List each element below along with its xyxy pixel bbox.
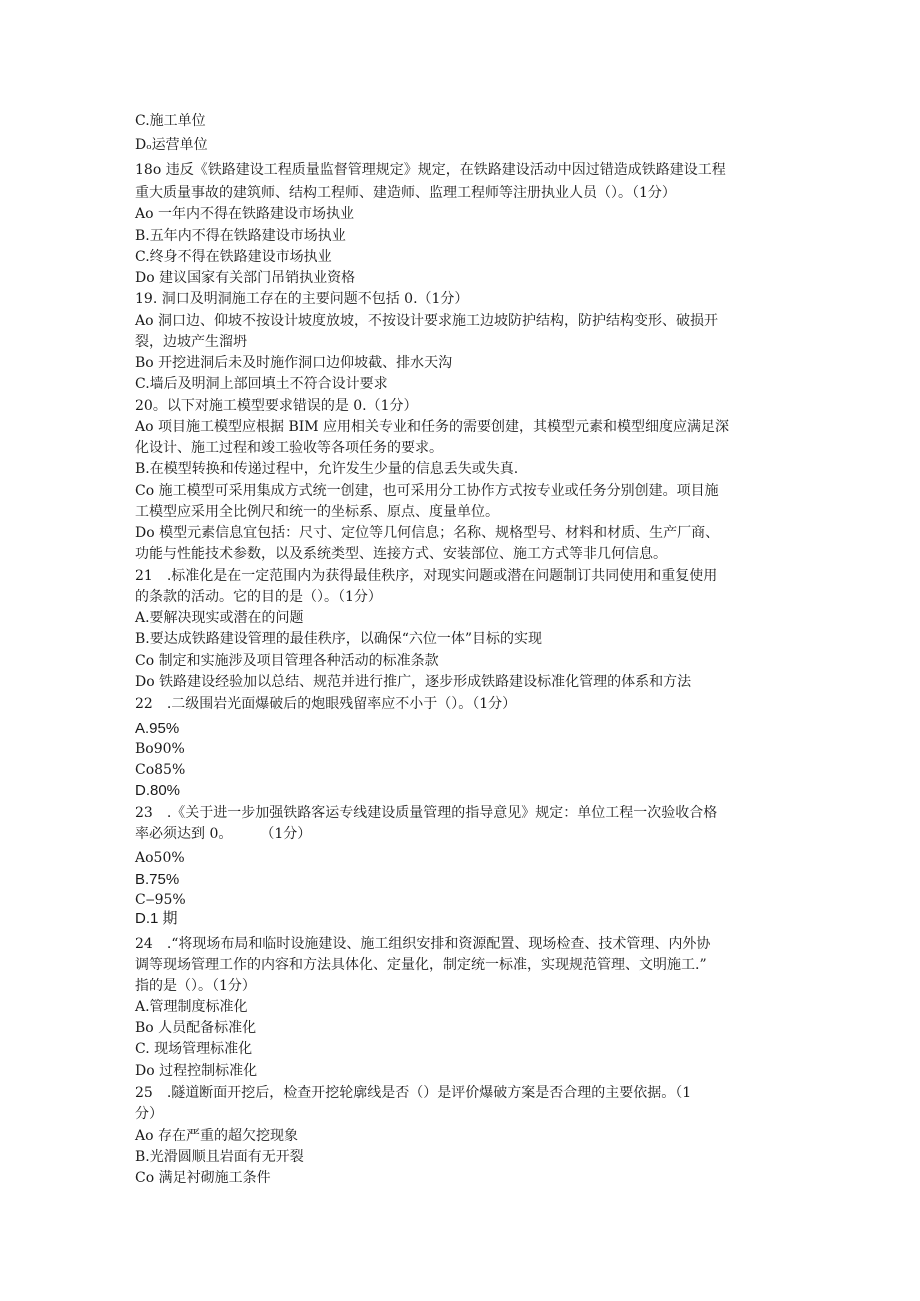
q20-option-c-line-2: 工模型应采用全比例尺和统一的坐标系、原点、度量单位。	[135, 504, 499, 520]
question-22: 22 .二级围岩光面爆破后的炮眼残留率应不小于（）。（1分）	[135, 696, 517, 712]
q19-option-b: Bo 开挖进洞后未及时施作洞口边仰坡截、排水天沟	[135, 355, 453, 371]
question-24-line-1: 24 .“将现场布局和临时设施建设、施工组织安排和资源配置、现场检查、技术管理、内外协	[135, 936, 711, 952]
question-21-line-1: 21 .标准化是在一定范围内为获得最佳秩序，对现实问题或潜在问题制订共同使用和重复使用	[135, 568, 718, 584]
q22-option-a: A.95%	[135, 720, 180, 737]
option-d-18-prev: Dₒ运营单位	[135, 137, 208, 153]
q24-option-c: C. 现场管理标准化	[135, 1041, 253, 1057]
q23-option-c: C‒95%	[135, 892, 186, 908]
q22-option-d: D.80%	[135, 782, 181, 799]
q21-option-d: Do 铁路建设经验加以总结、规范并进行推广，逐步形成铁路建设标准化管理的体系和方法	[135, 674, 692, 690]
q20-option-c-line-1: Co 施工模型可采用集成方式统一创建，也可采用分工协作方式按专业或任务分别创建。项目施	[135, 483, 719, 499]
q25-option-a: Ao 存在严重的超欠挖现象	[135, 1128, 298, 1144]
q18-option-c: C.终身不得在铁路建设市场执业	[135, 249, 332, 265]
question-23-line-1: 23 .《关于进一步加强铁路客运专线建设质量管理的指导意见》规定：单位工程一次验收合格	[135, 805, 718, 821]
q20-option-a-line-1: Ao 项目施工模型应根据 BIM 应用相关专业和任务的需要创建，其模型元素和模型细度应满足深	[135, 419, 730, 435]
q20-option-d-line-1: Do 模型元素信息宜包括：尺寸、定位等几何信息；名称、规格型号、材料和材质、生产厂商、	[135, 525, 720, 541]
q24-option-d: Do 过程控制标准化	[135, 1063, 258, 1079]
question-25-line-2: 分）	[135, 1106, 163, 1122]
q21-option-b: B.要达成铁路建设管理的最佳秩序，以确保“六位一体”目标的实现	[135, 631, 543, 647]
question-19: 19. 洞口及明洞施工存在的主要问题不包括 0.（1分）	[135, 291, 469, 307]
q18-option-d: Do 建议国家有关部门吊销执业资格	[135, 270, 356, 286]
q21-option-c: Co 制定和实施涉及项目管理各种活动的标准条款	[135, 653, 439, 669]
question-25-line-1: 25 .隧道断面开挖后，检查开挖轮廓线是否（）是评价爆破方案是否合理的主要依据。（1	[135, 1085, 692, 1101]
q22-option-c: Co85%	[135, 762, 186, 778]
q20-option-a-line-2: 化设计、施工过程和竣工验收等各项任务的要求。	[135, 440, 443, 456]
question-18-line-2: 重大质量事故的建筑师、结构工程师、建造师、监理工程师等注册执业人员（）。（1分）	[135, 185, 676, 201]
question-24-line-3: 指的是（）。（1分）	[135, 978, 256, 994]
question-21-line-2: 的条款的活动。它的目的是（）。（1分）	[135, 589, 382, 605]
q19-option-c: C.墙后及明洞上部回填土不符合设计要求	[135, 376, 388, 392]
q20-option-d-line-2: 功能与性能技术参数，以及系统类型、连接方式、安装部位、施工方式等非几何信息。	[135, 546, 667, 562]
question-20: 20。以下对施工模型要求错误的是 0.（1分）	[135, 398, 418, 414]
q18-option-b: B.五年内不得在铁路建设市场执业	[135, 228, 346, 244]
q18-option-a: Ao 一年内不得在铁路建设市场执业	[135, 206, 354, 222]
q19-option-a-line-2: 裂，边坡产生溜坍	[135, 334, 247, 350]
q19-option-a-line-1: Ao 洞口边、仰坡不按设计坡度放坡，不按设计要求施工边坡防护结构，防护结构变形、破损开	[135, 313, 718, 329]
q23-option-b: B.75%	[135, 871, 180, 888]
q23-option-d: D.1 期	[135, 910, 178, 927]
q25-option-b: B.光滑圆顺且岩面有无开裂	[135, 1149, 304, 1165]
question-18-line-1: 18o 违反《铁路建设工程质量监督管理规定》规定，在铁路建设活动中因过错造成铁路建设工程	[135, 162, 726, 178]
question-23-line-2: 率必须达到 0。 （1分）	[135, 826, 312, 842]
q25-option-c: Co 满足衬砌施工条件	[135, 1170, 271, 1186]
q24-option-b: Bo 人员配备标准化	[135, 1020, 257, 1036]
q21-option-a: A.要解决现实或潜在的问题	[135, 610, 304, 626]
option-c-18-prev: C.施工单位	[135, 113, 206, 129]
q20-option-b: B.在模型转换和传递过程中，允许发生少量的信息丢失或失真.	[135, 461, 519, 477]
q23-option-a: Ao50%	[135, 850, 185, 866]
q22-option-b: Bo90%	[135, 741, 185, 757]
question-24-line-2: 调等现场管理工作的内容和方法具体化、定量化，制定统一标准，实现规范管理、文明施工.”	[135, 957, 707, 973]
q24-option-a: A.管理制度标准化	[135, 999, 248, 1015]
